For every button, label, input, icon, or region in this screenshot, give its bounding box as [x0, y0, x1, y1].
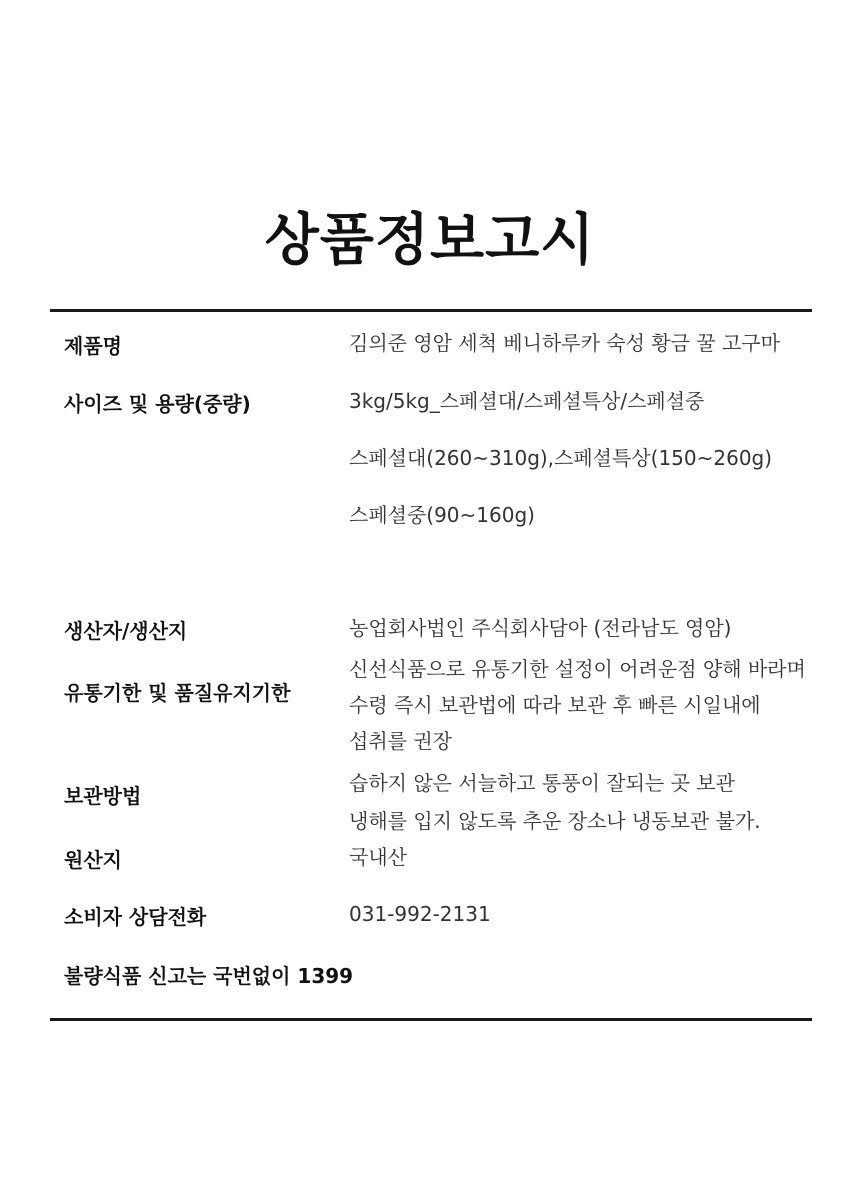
report-notice: 불량식품 신고는 국번없이 1399: [64, 964, 354, 988]
expiry-label: 유통기한 및 품질유지기한: [64, 681, 291, 705]
phone-value: 031-992-2131: [349, 902, 491, 926]
bottom-divider: [50, 1018, 812, 1021]
expiry-value-line-2: 수령 즉시 보관법에 따라 보관 후 빠른 시일내에: [349, 693, 761, 717]
size-value-line-3: 스페셜중(90~160g): [349, 503, 535, 527]
storage-label: 보관방법: [64, 784, 142, 808]
size-value-line-1: 3kg/5kg_스페셜대/스페셜특상/스페셜중: [349, 389, 705, 413]
producer-label: 생산자/생산지: [64, 619, 188, 643]
storage-value-line-2: 냉해를 입지 않도록 추운 장소나 냉동보관 불가.: [349, 809, 761, 833]
phone-label: 소비자 상담전화: [64, 905, 207, 929]
top-divider: [50, 309, 812, 312]
size-value-line-2: 스페셜대(260~310g),스페셜특상(150~260g): [349, 446, 773, 470]
storage-value-line-1: 습하지 않은 서늘하고 통풍이 잘되는 곳 보관: [349, 771, 735, 795]
expiry-value-line-1: 신선식품으로 유통기한 설정이 어려운점 양해 바라며: [349, 657, 806, 681]
producer-value: 농업회사법인 주식회사담아 (전라남도 영암): [349, 616, 732, 640]
product-name-value: 김의준 영암 세척 베니하루카 숙성 황금 꿀 고구마: [349, 331, 780, 355]
expiry-value-line-3: 섭취를 권장: [349, 729, 452, 753]
origin-label: 원산지: [64, 848, 122, 872]
origin-value: 국내산: [349, 845, 407, 869]
size-label: 사이즈 및 용량(중량): [64, 392, 251, 416]
page-title: 상품정보고시: [264, 208, 596, 273]
product-name-label: 제품명: [64, 334, 122, 358]
